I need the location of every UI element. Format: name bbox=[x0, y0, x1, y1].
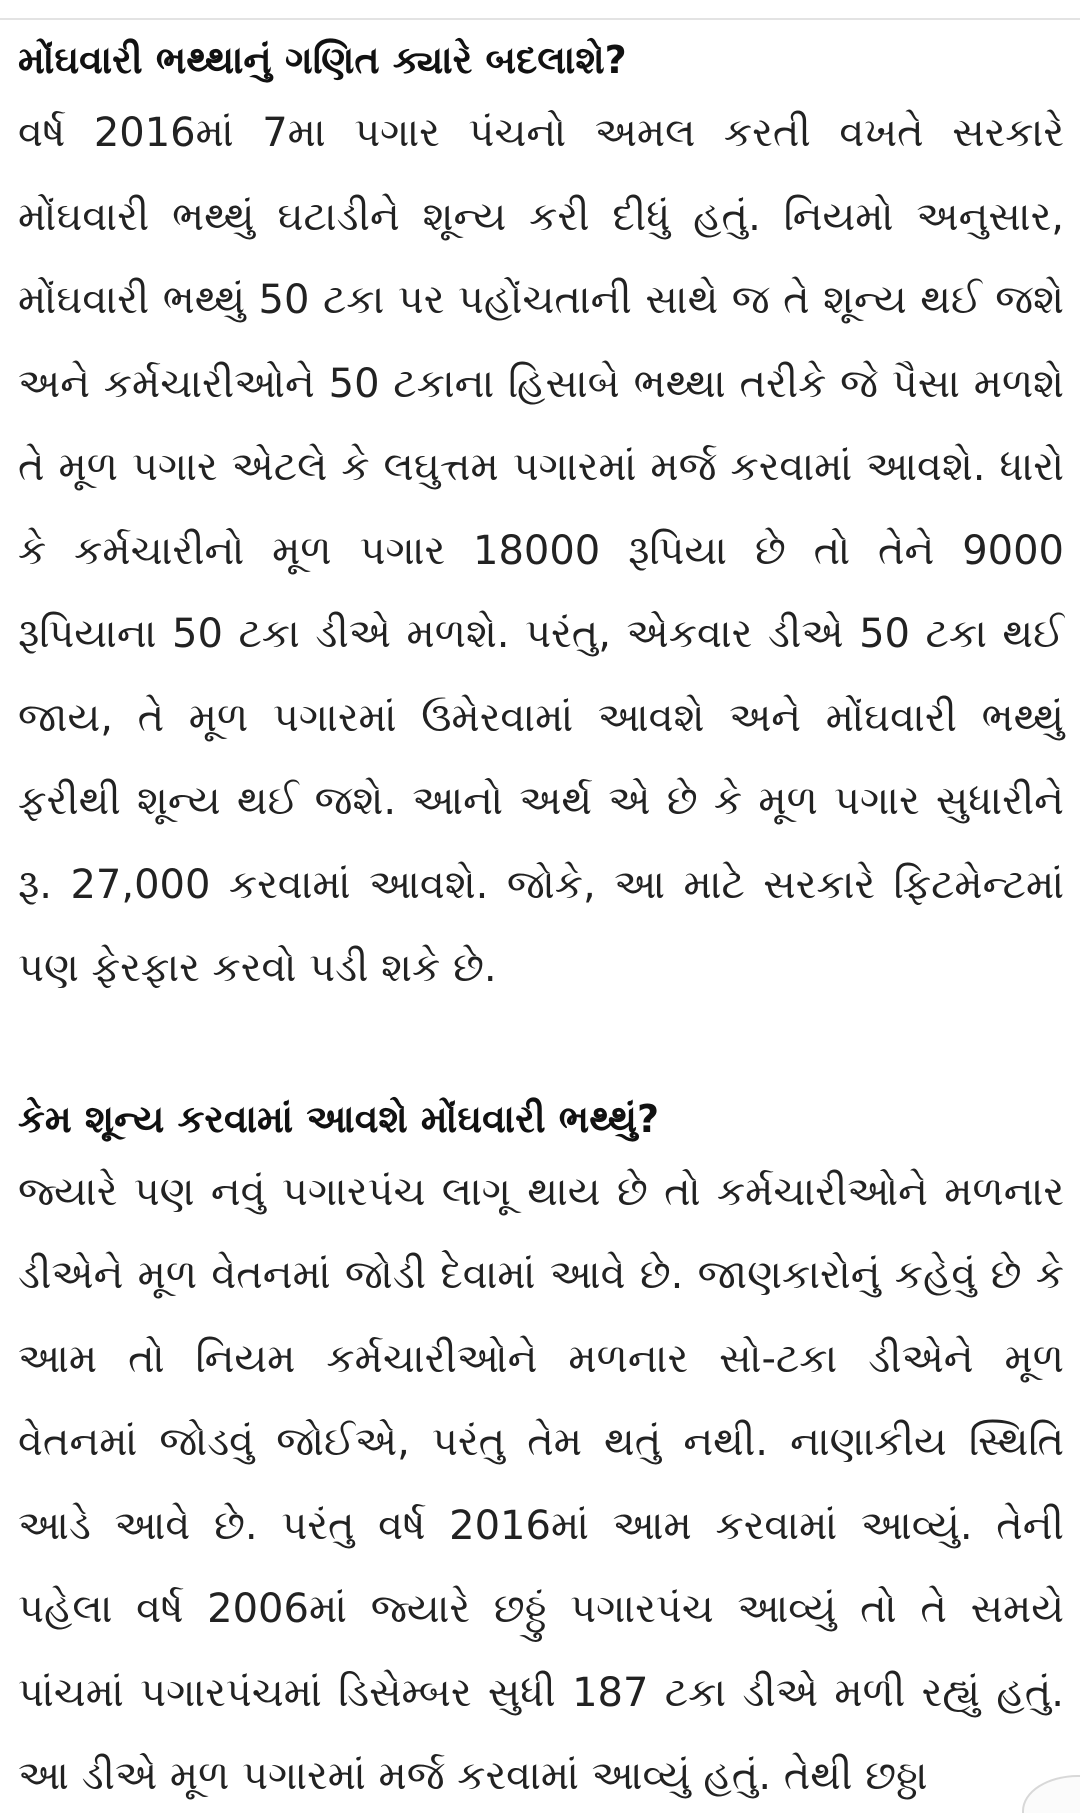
section-da-reset bbox=[18, 1087, 1064, 1819]
article-content bbox=[18, 28, 1064, 1819]
section-spacer bbox=[18, 1011, 1064, 1087]
section-paragraph-da-calculation: વર્ષ 2016માં 7મા પગાર પંચનો અમલ કરતી વખતે સરકારે મોંઘવારી ભથ્થું ઘટાડીને શૂન્ય કરી દીધું હતું. નિયમો અનુસાર, મોંઘવારી ભથ્થું 50 ટકા પર પહોંચતાની સાથે જ તે શૂન્ય થઈ જશે અને કર્મચારીઓને 50 ટકાના હિસાબે ભથ્થા તરીકે જે પૈસા મળશે તે મૂળ પગાર એટલે કે લઘુત્તમ પગારમાં મર્જ કરવામાં આવશે. ધારો કે કર્મચારીનો મૂળ પગાર 18000 રૂપિયા છે તો તેને 9000 રૂપિયાના 50 ટકા ડીએ મળશે. પરંતુ, એકવાર ડીએ 50 ટકા થઈ જાય, તે મૂળ પગારમાં ઉમેરવામાં આવશે અને મોંઘવારી ભથ્થું ફરીથી શૂન્ય થઈ જશે. આનો અર્થ એ છે કે મૂળ પગાર સુધારીને રૂ. 27,000 કરવામાં આવશે. જોકે, આ માટે સરકારે ફિટમેન્ટમાં પણ ફેરફાર કરવો પડી શકે છે. bbox=[18, 110, 1064, 991]
section-heading-da-reset: કેમ શૂન્ય કરવામાં આવશે મોંઘવારી ભથ્થું? bbox=[18, 1096, 660, 1141]
section-da-calculation bbox=[18, 28, 1064, 1011]
section-paragraph-da-reset: જ્યારે પણ નવું પગારપંચ લાગૂ થાય છે તો કર્મચારીઓને મળનાર ડીએને મૂળ વેતનમાં જોડી દેવામાં આવે છે. જાણકારોનું કહેવું છે કે આમ તો નિયમ કર્મચારીઓને મળનાર સો-ટકા ડીએને મૂળ વેતનમાં જોડવું જોઈએ, પરંતુ તેમ થતું નથી. નાણાકીય સ્થિતિ આડે આવે છે. પરંતુ વર્ષ 2016માં આમ કરવામાં આવ્યું. તેની પહેલા વર્ષ 2006માં જ્યારે છઠ્ઠું પગારપંચ આવ્યું તો તે સમયે પાંચમાં પગારપંચમાં ડિસેમ્બર સુધી 187 ટકા ડીએ મળી રહ્યું હતું. આ ડીએ મૂળ પગારમાં મર્જ કરવામાં આવ્યું હતું. તેથી છઠ્ઠા bbox=[18, 1168, 1064, 1799]
top-divider bbox=[0, 18, 1080, 20]
section-heading-da-calculation: મોંઘવારી ભથ્થાનું ગણિત ક્યારે બદલાશે? bbox=[18, 38, 627, 82]
